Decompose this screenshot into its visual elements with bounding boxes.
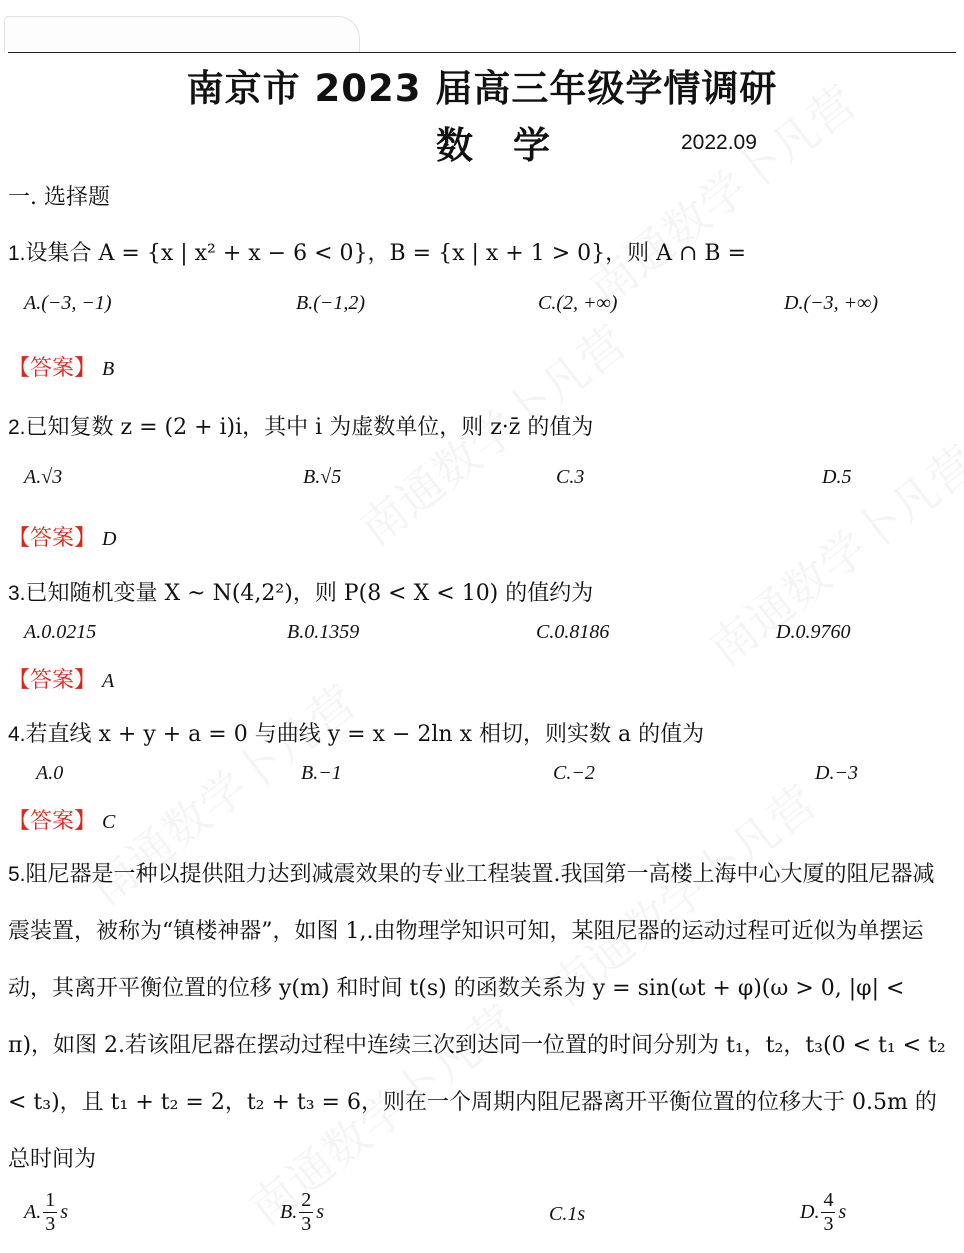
question-text: 若直线 x + y + a = 0 与曲线 y = x − 2ln x 相切，则实数 a 的值为 bbox=[25, 722, 705, 747]
option-c bbox=[549, 1203, 585, 1226]
exam-date: 2022.09 bbox=[681, 131, 757, 154]
option-letter: C. bbox=[549, 1203, 568, 1225]
question-text: 已知复数 z = (2 + i)i，其中 i 为虚数单位，则 z·z̄ 的值为 bbox=[25, 415, 594, 440]
option-b: B.0.1359 bbox=[287, 621, 360, 643]
question-number: 4. bbox=[8, 723, 26, 746]
answer-value: A bbox=[102, 670, 115, 692]
question-text: 阻尼器是一种以提供阻力达到减震效果的专业工程装置.我国第一高楼上海中心大厦的阻尼器减震装置，被称为“镇楼神器”，如图 1,.由物理学知识可知，某阻尼器的运动过程可近似为单摆运动，其离开平衡位置的位移 y(m) 和时间 t(s) 的函数关系为 y = sin(ωt + φ)(ω > 0, |φ| < π)，如图 2.若该阻尼器在摆动过程中连续三次到达同一位置的时间分别为 t₁，t₂，t₃(0 < t₁ < t₂ < t₃)，且 t₁ + t₂ = 2，t₂ + t₃ = 6，则在一个周期内阻尼器离开平衡位置的位移大于 0.5m 的总时间为 bbox=[8, 862, 946, 1172]
option-b: B.√5 bbox=[303, 466, 342, 488]
question-number: 2. bbox=[8, 416, 26, 439]
fraction-numerator: 4 bbox=[823, 1189, 834, 1211]
option-b: B.(−1,2) bbox=[296, 292, 366, 314]
question-2-options bbox=[0, 466, 964, 496]
answer-2 bbox=[8, 521, 116, 552]
option-text: 1s bbox=[567, 1203, 586, 1225]
option-a: A.0 bbox=[36, 762, 64, 784]
question-number: 1. bbox=[8, 242, 26, 265]
question-1 bbox=[8, 236, 746, 267]
answer-3 bbox=[8, 663, 114, 694]
option-letter: B. bbox=[280, 1201, 298, 1223]
option-unit: s bbox=[60, 1201, 69, 1223]
question-4-options bbox=[0, 762, 964, 792]
option-a: A.(−3, −1) bbox=[24, 292, 112, 314]
option-c: C.3 bbox=[556, 466, 585, 488]
option-a bbox=[24, 1190, 68, 1235]
answer-value: D bbox=[102, 528, 117, 550]
fraction-denominator: 3 bbox=[45, 1213, 56, 1235]
answer-tag: 【答案】 bbox=[8, 668, 97, 693]
option-c: C.0.8186 bbox=[536, 621, 610, 643]
question-number: 5. bbox=[8, 863, 26, 886]
option-d: D.5 bbox=[822, 466, 852, 488]
option-unit: s bbox=[316, 1201, 325, 1223]
fraction bbox=[299, 1190, 313, 1235]
page-title: 南京市 2023 届高三年级学情调研 bbox=[186, 67, 778, 110]
option-a: A.0.0215 bbox=[24, 621, 97, 643]
question-3 bbox=[8, 576, 593, 607]
subject-title: 数学 bbox=[436, 124, 590, 167]
question-5 bbox=[8, 846, 956, 1188]
header-rule bbox=[8, 52, 956, 53]
answer-tag: 【答案】 bbox=[8, 526, 97, 551]
option-c: C.−2 bbox=[553, 762, 595, 784]
fraction-denominator: 3 bbox=[823, 1213, 834, 1235]
header-tab bbox=[4, 16, 360, 53]
section-heading: 一. 选择题 bbox=[8, 185, 110, 210]
answer-tag: 【答案】 bbox=[8, 356, 97, 381]
option-a: A.√3 bbox=[24, 466, 63, 488]
question-3-options bbox=[0, 621, 964, 651]
fraction bbox=[43, 1190, 57, 1235]
question-number: 3. bbox=[8, 582, 26, 605]
question-1-options bbox=[0, 292, 964, 322]
option-d: D.(−3, +∞) bbox=[784, 292, 879, 314]
question-2 bbox=[8, 410, 593, 441]
option-d: D.−3 bbox=[815, 762, 858, 784]
option-b bbox=[280, 1190, 324, 1235]
option-b: B.−1 bbox=[301, 762, 342, 784]
fraction-numerator: 2 bbox=[301, 1189, 312, 1211]
option-unit: s bbox=[838, 1201, 847, 1223]
question-text: 已知随机变量 X ~ N(4,2²)，则 P(8 < X < 10) 的值约为 bbox=[25, 581, 594, 606]
option-d bbox=[800, 1190, 846, 1235]
option-d: D.0.9760 bbox=[776, 621, 851, 643]
fraction-denominator: 3 bbox=[301, 1213, 312, 1235]
option-c: C.(2, +∞) bbox=[538, 292, 618, 314]
fraction-numerator: 1 bbox=[45, 1189, 56, 1211]
answer-value: B bbox=[102, 358, 115, 380]
answer-value: C bbox=[102, 811, 116, 833]
fraction bbox=[821, 1190, 835, 1235]
answer-1 bbox=[8, 351, 114, 382]
option-letter: D. bbox=[800, 1201, 820, 1223]
question-text: 设集合 A = {x | x² + x − 6 < 0}，B = {x | x + 1 > 0}，则 A ∩ B = bbox=[25, 241, 747, 266]
question-5-options bbox=[0, 1190, 964, 1240]
question-4 bbox=[8, 717, 704, 748]
answer-4 bbox=[8, 804, 115, 835]
answer-tag: 【答案】 bbox=[8, 809, 97, 834]
option-letter: A. bbox=[24, 1201, 42, 1223]
